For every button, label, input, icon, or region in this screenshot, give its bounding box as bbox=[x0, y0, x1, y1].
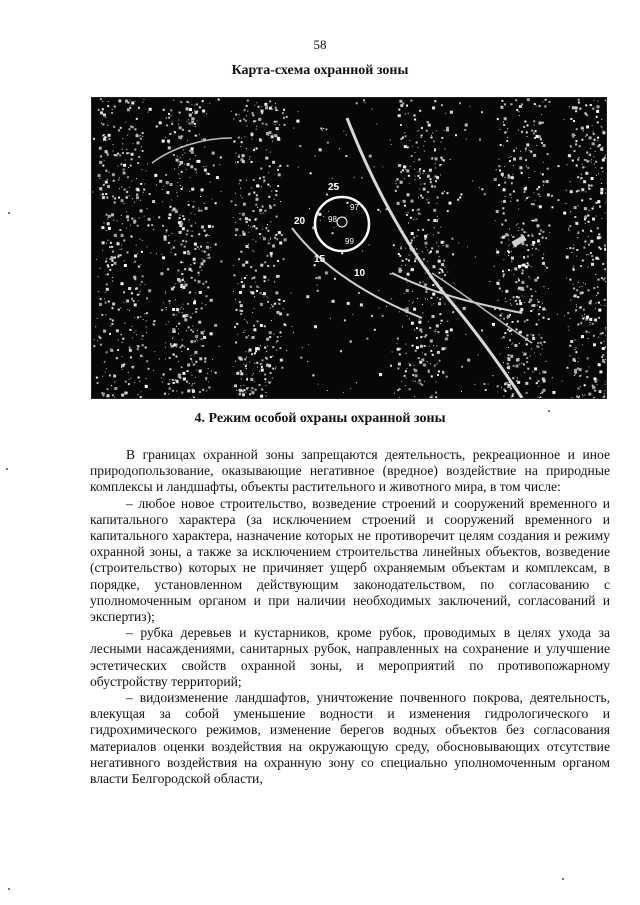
contour-label: 10 bbox=[354, 268, 366, 279]
scan-speck bbox=[6, 468, 8, 470]
scan-speck bbox=[562, 878, 564, 880]
contour-label: 97 bbox=[350, 203, 359, 212]
scan-speck bbox=[8, 212, 10, 214]
body-text bbox=[90, 447, 610, 787]
paragraph: – видоизменение ландшафтов, уничтожение почвенного покрова, деятельность, влекущая за собой уменьшение водности и изменения гидрологического и гидрохимического режимов, изменение берегов водных объектов без согласования материалов оценки воздействия на окружающую среду, обосновывающих отсутствие негативного воздействия на охранную зону со специально уполномоченным органом власти Белгородской области, bbox=[90, 690, 610, 787]
paragraph: – любое новое строительство, возведение строений и сооружений временного и капитального характера (за исключением строений и сооружений временного и капитального характера, назначение которых не противоречит целям создания и режиму охранной зоны, а также за исключением строительства линейных объектов, возведение (строительство) которых не причиняет ущерб охраняемым объектам и комплексам, в порядке, установленном действующим законодательством, по согласованию с уполномоченным органом и при наличии необходимых заключений, согласований и экспертиз); bbox=[90, 495, 610, 625]
protected-object-marker bbox=[337, 217, 347, 227]
contour-label: 99 bbox=[345, 237, 354, 246]
contour-label: 98 bbox=[328, 215, 337, 224]
aerial-map-image bbox=[92, 98, 606, 398]
scan-speck bbox=[8, 888, 10, 890]
map-title: Карта-схема охранной зоны bbox=[231, 63, 409, 78]
contour-label: 20 bbox=[294, 216, 306, 227]
page-number: 58 bbox=[313, 37, 327, 52]
section-heading: 4. Режим особой охраны охранной зоны bbox=[194, 411, 446, 426]
scan-speck bbox=[548, 410, 550, 412]
protection-zone-map bbox=[91, 97, 607, 399]
paragraph: – рубка деревьев и кустарников, кроме рубок, проводимых в целях ухода за лесными насаждениями, санитарных рубок, направленных на сохранение и улучшение эстетических свойств охранной зоны, и мероприятий по противопожарному обустройству территорий; bbox=[90, 625, 610, 689]
contour-label: 25 bbox=[328, 182, 340, 193]
paragraph: В границах охранной зоны запрещаются деятельность, рекреационное и иное природопользование, оказывающие негативное (вредное) воздействие на природные комплексы и ландшафты, объекты растительного и животного мира, в том числе: bbox=[90, 447, 610, 495]
contour-label: 15 bbox=[314, 254, 326, 265]
